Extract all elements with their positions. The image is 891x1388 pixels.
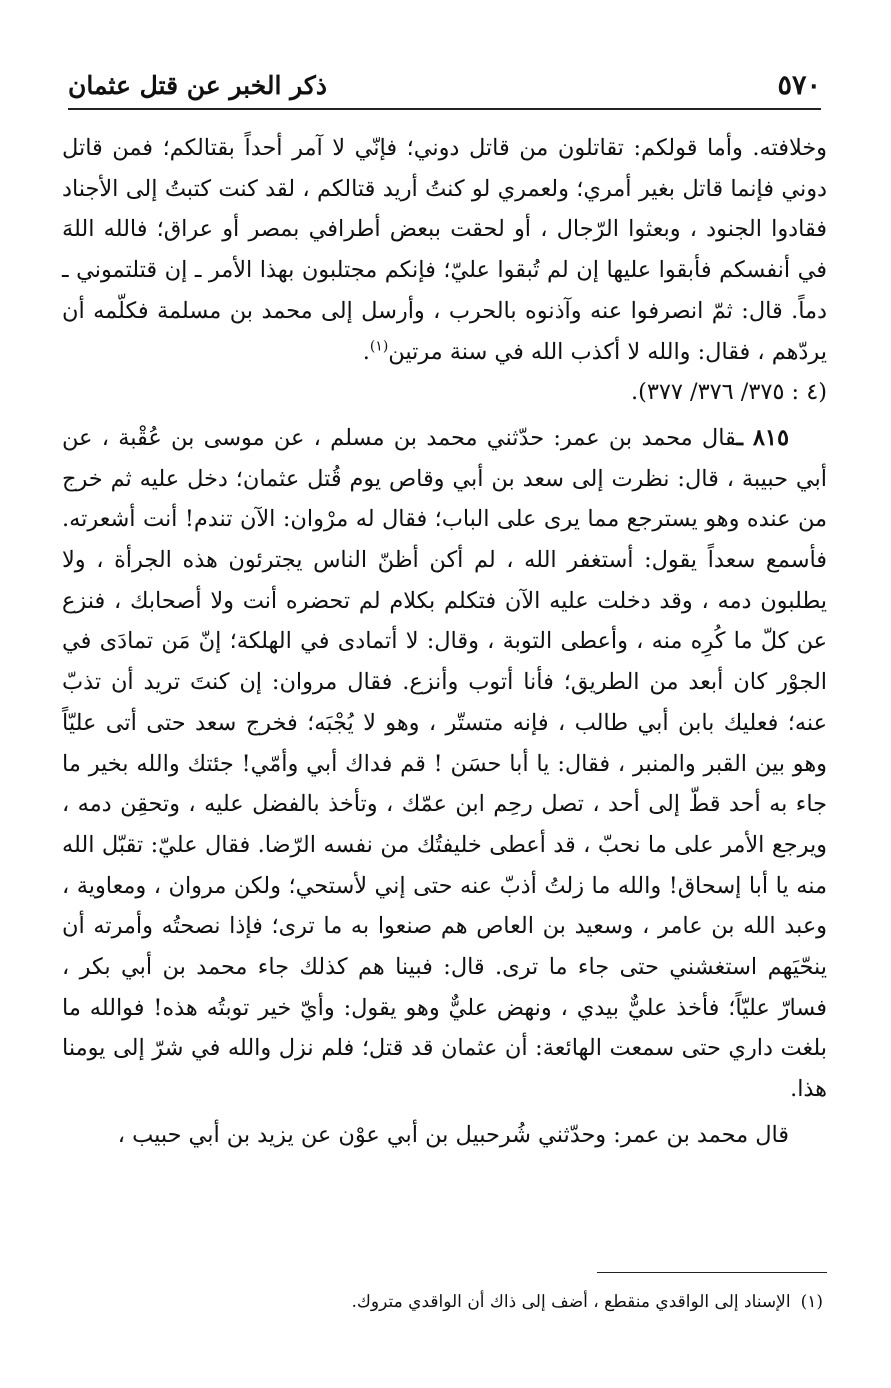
paragraph-2-text: قال محمد بن عمر: حدّثني محمد بن مسلم ، عن موسى بن عُقْبة ، عن أبي حبيبة ، قال: نظرت إلى سعد بن أبي وقاص يوم قُتل عثمان؛ دخل عليه ثم خرج من عنده وهو يسترجع مما يرى على الباب؛ فقال له مرْوان: الآن تندم! أنت أشعرته. فأسمع سعداً يقول: أستغفر الله ، لم أكن أظنّ الناس يجترئون هذه الجرأة ، ولا يطلبون دمه ، وقد دخلت عليه الآن فتكلم بكلام لم تحضره أنت ولا أصحابك ، فنزع عن كلّ ما كُرِه منه ، وأعطى التوبة ، وقال: لا أتمادى في الهلكة؛ إنّ مَن تمادَى في الجوْر كان أبعد من الطريق؛ فأنا أتوب وأنزع. فقال مروان: إن كنتَ تريد أن تذبّ عنه؛ فعليك بابن أبي طالب ، فإنه متستّر ، وهو لا يُجْبَه؛ فخرج سعد حتى أتى عليّاً وهو بين القبر والمنبر ، فقال: يا أبا حسَن ! قم فداك أبي وأمّي! جئتك والله بخير ما جاء به أحد قطّ إلى أحد ، تصل رحِم ابن عمّك ، وتأخذ بالفضل عليه ، وتحقِن دمه ، ويرجع الأمر على ما نحبّ ، قد أعطى خليفتُك من نفسه الرّضا. فقال عليّ: تقبّل الله منه يا أبا إسحاق! والله ما زلتُ أذبّ عنه حتى إني لأستحي؛ ولكن مروان ، ومعاوية ، وعبد الله بن عامر ، وسعيد بن العاص هم صنعوا به ما ترى؛ فإذا نصحتُه وأمرته أن ينحّيَهم استغشني حتى جاء ما ترى. قال: فبينا هم كذلك جاء محمد بن أبي بكر ، فسارّ عليّاً؛ فأخذ عليٌّ بيدي ، ونهض عليٌّ وهو يقول: وأيّ خير توبتُه هذه! فوالله ما بلغت داري حتى سمعت الهائعة: أن عثمان قد قتل؛ فلم نزل والله في شرّ إلى يومنا هذا. (62, 424, 827, 1103)
footnote-reference: (١) (369, 338, 389, 355)
paragraph-1-citation: (٤ : ٣٧٥/ ٣٧٦/ ٣٧٧). (630, 379, 827, 406)
paragraph-3-text: قال محمد بن عمر: وحدّثني شُرحبيل بن أبي عوْن عن يزيد بن أبي حبيب ، (117, 1121, 789, 1148)
page-number: ٥٧٠ (777, 70, 821, 101)
narration-number: ٨١٥ ـ (736, 424, 789, 451)
footnote-mark: (١) (800, 1292, 823, 1312)
main-text (62, 128, 827, 1156)
footnote (62, 1288, 823, 1316)
footnote-text: الإسناد إلى الواقدي منقطع ، أضف إلى ذاك أن الواقدي متروك. (351, 1292, 791, 1312)
paragraph-1-text: وخلافته. وأما قولكم: تقاتلون من قاتل دوني؛ فإنّي لا آمر أحداً بقتالكم؛ فمن قاتل دوني فإنما قاتل بغير أمري؛ ولعمري لو كنتُ أريد قتالكم ، لقد كنت كتبتُ إلى الأجناد فقادوا الجنود ، وبعثوا الرّجال ، أو لحقت ببعض أطرافي بمصر أو عراق؛ فالله اللهَ في أنفسكم فأبقوا عليها إن لم تُبقوا عليّ؛ فإنكم مجتلبون بهذا الأمر ـ إن قتلتموني ـ دماً. قال: ثمّ انصرفوا عنه وآذنوه بالحرب ، وأرسل إلى محمد بن مسلمة فكلّمه أن يردّهم ، فقال: والله لا أكذب الله في سنة مرتين (62, 135, 827, 365)
running-title: ذكر الخبر عن قتل عثمان (68, 71, 327, 100)
paragraph-3 (62, 1115, 827, 1156)
footnote-divider (597, 1272, 827, 1273)
page-header (68, 66, 821, 110)
paragraph-2 (62, 418, 827, 1110)
paragraph-1 (62, 128, 827, 413)
paragraph-1-period: . (362, 338, 370, 365)
